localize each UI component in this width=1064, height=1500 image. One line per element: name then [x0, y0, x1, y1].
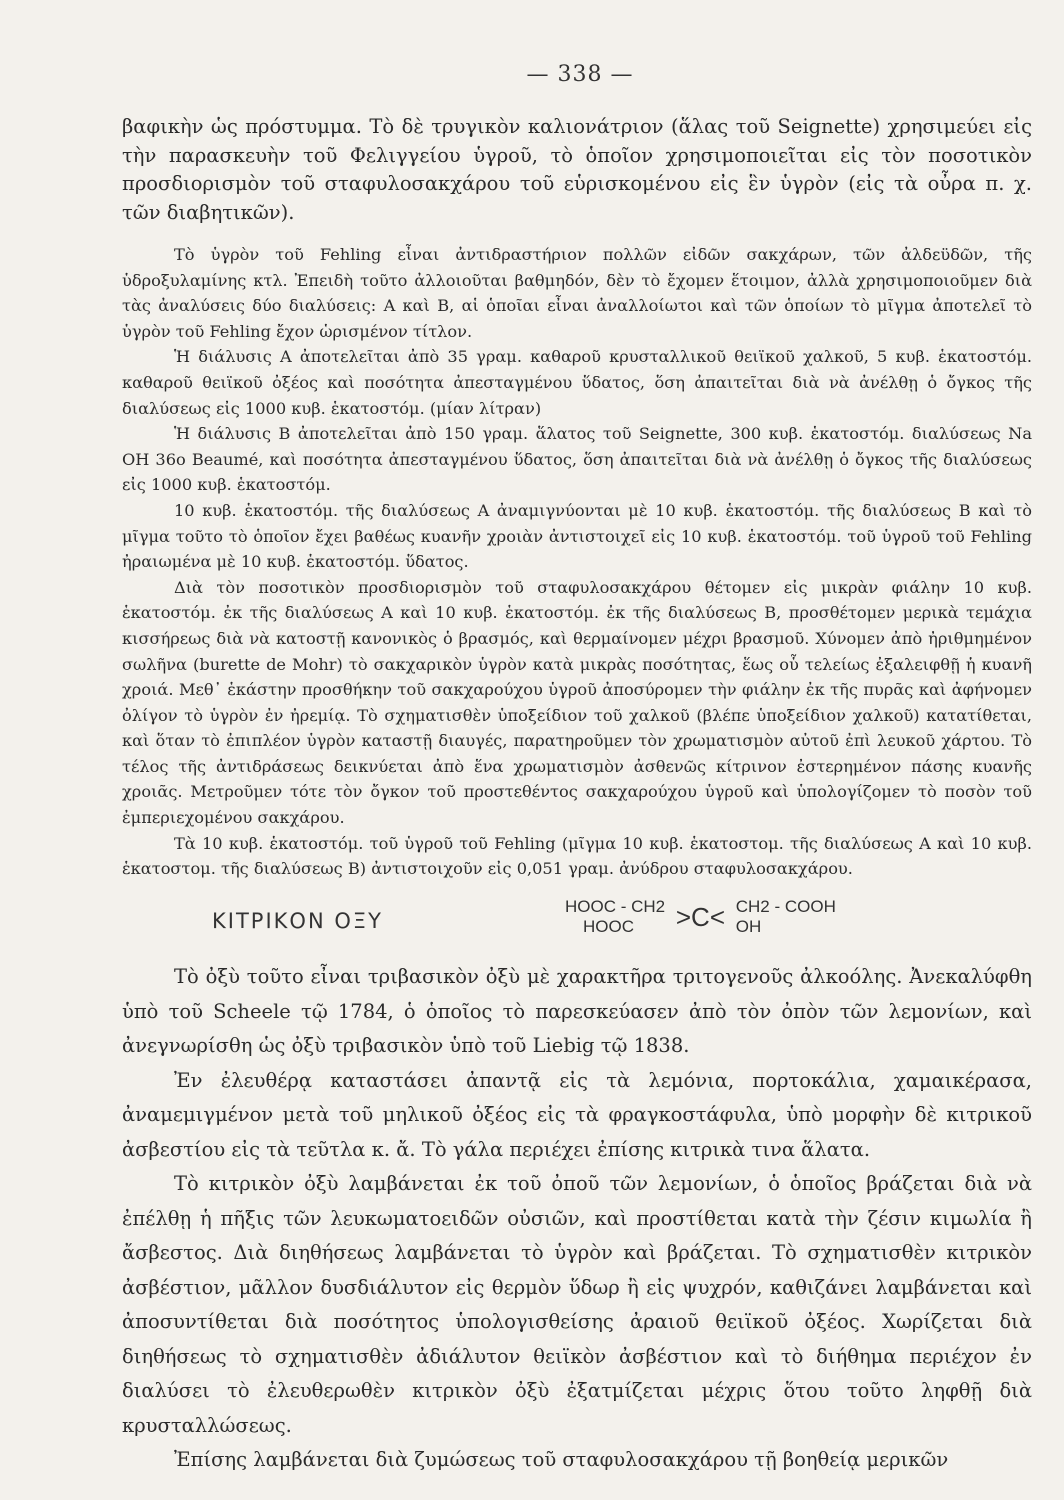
paragraph: βαφικὴν ὡς πρόστυμμα. Τὸ δὲ τρυγικὸν καλιονάτριον (ἅλας τοῦ Seignette) χρησιμεύει εἰς τὴν παρασκευὴν τοῦ Φελιγγείου ὑγροῦ, τὸ ὁποῖον χρησιμοποιεῖται εἰς τὸν ποσοτικὸν προσδιορισμὸν τοῦ σταφυλοσακχάρου τοῦ εὑρισκομένου εἰς ἓν ὑγρὸν (εἰς τὰ οὖρα π. χ. τῶν διαβητικῶν).	[122, 115, 1032, 224]
section-title: ΚΙΤΡΙΚΟΝ ΟΞΥ	[212, 909, 383, 933]
paragraph: Τὸ ὑγρὸν τοῦ Fehling εἶναι ἀντιδραστήριον πολλῶν εἰδῶν σακχάρων, τῶν ἀλδεϋδῶν, τῆς ὑδροξυλαμίνης κτλ. Ἐπειδὴ τοῦτο ἀλλοιοῦται βαθμηδόν, δὲν τὸ ἔχομεν ἕτοιμον, ἀλλὰ χρησιμοποιοῦμεν διὰ τὰς ἀναλύσεις δύο διαλύσεις: Α καὶ Β, αἱ ὁποῖαι εἶναι ἀναλλοίωτοι καὶ τῶν ὁποίων τὸ μῖγμα ἀποτελεῖ τὸ ὑγρὸν τοῦ Fehling ἔχον ὡρισμένον τίτλον.	[122, 245, 1032, 341]
paragraph: Διὰ τὸν ποσοτικὸν προσδιορισμὸν τοῦ σταφυλοσακχάρου θέτομεν εἰς μικρὰν φιάλην 10 κυβ. ἑκατοστόμ. ἐκ τῆς διαλύσεως Α καὶ 10 κυβ. ἑκατοστόμ. ἐκ τῆς διαλύσεως Β, προσθέτομεν μερικὰ τεμάχια κισσήρεως διὰ νὰ κατοστῇ κανονικὸς ὁ βρασμός, καὶ θερμαίνομεν μέχρι βρασμοῦ. Χύνομεν ἀπὸ ἠριθμημένον σωλῆνα (burette de Mohr) τὸ σακχαρικὸν ὑγρὸν κατὰ μικρὰς ποσότητας, ἕως οὗ τελείως ἐξαλειφθῇ ἡ κυανῆ χροιά. Μεθ᾽ ἑκάστην προσθήκην τοῦ σακχαρούχου ὑγροῦ ἀποσύρομεν τὴν φιάλην ἐκ τῆς πυρᾶς καὶ ἀφήνομεν ὀλίγον τὸ ὑγρὸν ἐν ἠρεμίᾳ. Τὸ σχηματισθὲν ὑποξείδιον τοῦ χαλκοῦ (βλέπε ὑποξείδιον χαλκοῦ) κατατίθεται, καὶ ὅταν τὸ ἐπιπλέον ὑγρὸν καταστῇ διαυγές, παρατηροῦμεν τὸν χρωματισμὸν αὐτοῦ ἐπὶ λευκοῦ χάρτου. Τὸ τέλος τῆς ἀντιδράσεως δεικνύεται ἀπὸ ἕνα χρωματισμὸν ἀσθενῶς κίτρινον ἐστερημένον πάσης κυανῆς χροιᾶς. Μετροῦμεν τότε τὸν ὄγκον τοῦ προστεθέντος σακχαρούχου ὑγροῦ καὶ ὑπολογίζομεν τὸ ποσὸν τοῦ ἐμπεριεχομένου σακχάρου.	[122, 577, 1032, 828]
formula-right-line: CH2 - COOH	[735, 897, 836, 916]
formula-left-line: HOOC	[583, 917, 634, 936]
section-heading	[212, 897, 932, 945]
paragraph: Ἡ διάλυσις Β ἀποτελεῖται ἀπὸ 150 γραμ. ἅλατος τοῦ Seignette, 300 κυβ. ἑκατοστόμ. διαλύσεως Na OH 36ο Beaumé, καὶ ποσότητα ἀπεσταγμένου ὕδατος, ὅση ἀπαιτεῖται διὰ νὰ ἀνέλθῃ ὁ ὄγκος τῆς διαλύσεως εἰς 1000 κυβ. ἑκατοστόμ.	[122, 424, 1032, 495]
formula-left-line: HOOC - CH2	[565, 897, 666, 916]
formula-right	[736, 897, 836, 937]
formula-center: >C<	[675, 902, 726, 932]
paragraph: Τὰ 10 κυβ. ἑκατοστόμ. τοῦ ὑγροῦ τοῦ Fehling (μῖγμα 10 κυβ. ἑκατοστομ. τῆς διαλύσεως Α καὶ 10 κυβ. ἑκατοστομ. τῆς διαλύσεως Β) ἀντιστοιχοῦν εἰς 0,051 γραμ. ἀνύδρου σταφυλοσακχάρου.	[122, 833, 1032, 879]
fehling-section	[122, 242, 1032, 882]
paragraph: 10 κυβ. ἑκατοστόμ. τῆς διαλύσεως Α ἀναμιγνύονται μὲ 10 κυβ. ἑκατοστόμ. τῆς διαλύσεως Β καὶ τὸ μῖγμα τοῦτο τὸ ὁποῖον ἔχει βαθέως κυανῆν χροιὰν ἀντιστοιχεῖ εἰς 10 κυβ. ἑκατοστόμ. τοῦ ὑγροῦ τοῦ Fehling ἠραιωμένα μὲ 10 κυβ. ἑκατοστόμ. ὕδατος.	[122, 500, 1032, 572]
intro-paragraph-block	[122, 113, 1032, 227]
citric-acid-section	[122, 960, 1032, 1478]
formula-left	[565, 897, 665, 937]
page-number: — 338 —	[526, 62, 634, 87]
paragraph: Ἡ διάλυσις Α ἀποτελεῖται ἀπὸ 35 γραμ. καθαροῦ κρυσταλλικοῦ θειϊκοῦ χαλκοῦ, 5 κυβ. ἑκατοστόμ. καθαροῦ θειϊκοῦ ὀξέος καὶ ποσότητα ἀπεσταγμένου ὕδατος, ὅση ἀπαιτεῖται διὰ νὰ ἀνέλθῃ ὁ ὄγκος τῆς διαλύσεως εἰς 1000 κυβ. ἑκατοστόμ. (μίαν λίτραν)	[122, 347, 1032, 418]
paragraph: Τὸ ὀξὺ τοῦτο εἶναι τριβασικὸν ὀξὺ μὲ χαρακτῆρα τριτογενοῦς ἀλκοόλης. Ἀνεκαλύφθη ὑπὸ τοῦ Scheele τῷ 1784, ὁ ὁποῖος τὸ παρεσκεύασεν ἀπὸ τὸν ὀπὸν τῶν λεμονίων, καὶ ἀνεγνωρίσθη ὡς ὀξὺ τριβασικὸν ὑπὸ τοῦ Liebig τῷ 1838.	[122, 965, 1032, 1057]
paragraph: Ἐν ἐλευθέρᾳ καταστάσει ἀπαντᾷ εἰς τὰ λεμόνια, πορτοκάλια, χαμαικέρασα, ἀναμεμιγμένον μετὰ τοῦ μηλικοῦ ὀξέος εἰς τὰ φραγκοστάφυλα, ὑπὸ μορφὴν δὲ κιτρικοῦ ἀσβεστίου εἰς τὰ τεῦτλα κ. ἄ. Τὸ γάλα περιέχει ἐπίσης κιτρικὰ τινα ἅλατα.	[122, 1068, 1032, 1161]
formula-right-line: OH	[735, 917, 762, 936]
chemical-formula	[565, 897, 836, 937]
paragraph: Τὸ κιτρικὸν ὀξὺ λαμβάνεται ἐκ τοῦ ὀποῦ τῶν λεμονίων, ὁ ὁποῖος βράζεται διὰ νὰ ἐπέλθῃ ἡ πῆξις τῶν λευκωματοειδῶν οὐσιῶν, καὶ προστίθεται κατὰ τὴν ζέσιν κιμωλία ἢ ἄσβεστος. Διὰ διηθήσεως λαμβάνεται τὸ ὑγρὸν καὶ βράζεται. Τὸ σχηματισθὲν κιτρικὸν ἀσβέστιον, μᾶλλον δυσδιάλυτον εἰς θερμὸν ὕδωρ ἢ εἰς ψυχρόν, καθιζάνει λαμβάνεται καὶ ἀποσυντίθεται διὰ ποσότητος ὑπολογισθείσης ἀραιοῦ θειϊκοῦ ὀξέος. Χωρίζεται διὰ διηθήσεως τὸ σχηματισθὲν ἀδιάλυτον θειϊκὸν ἀσβέστιον καὶ τὸ διήθημα περιέχον ἐν διαλύσει τὸ ἐλευθερωθὲν κιτρικὸν ὀξὺ ἐξατμίζεται μέχρις ὅτου τοῦτο ληφθῇ διὰ κρυσταλλώσεως.	[122, 1172, 1032, 1437]
paragraph: Ἐπίσης λαμβάνεται διὰ ζυμώσεως τοῦ σταφυλοσακχάρου τῇ βοηθείᾳ μερικῶν	[174, 1448, 949, 1471]
